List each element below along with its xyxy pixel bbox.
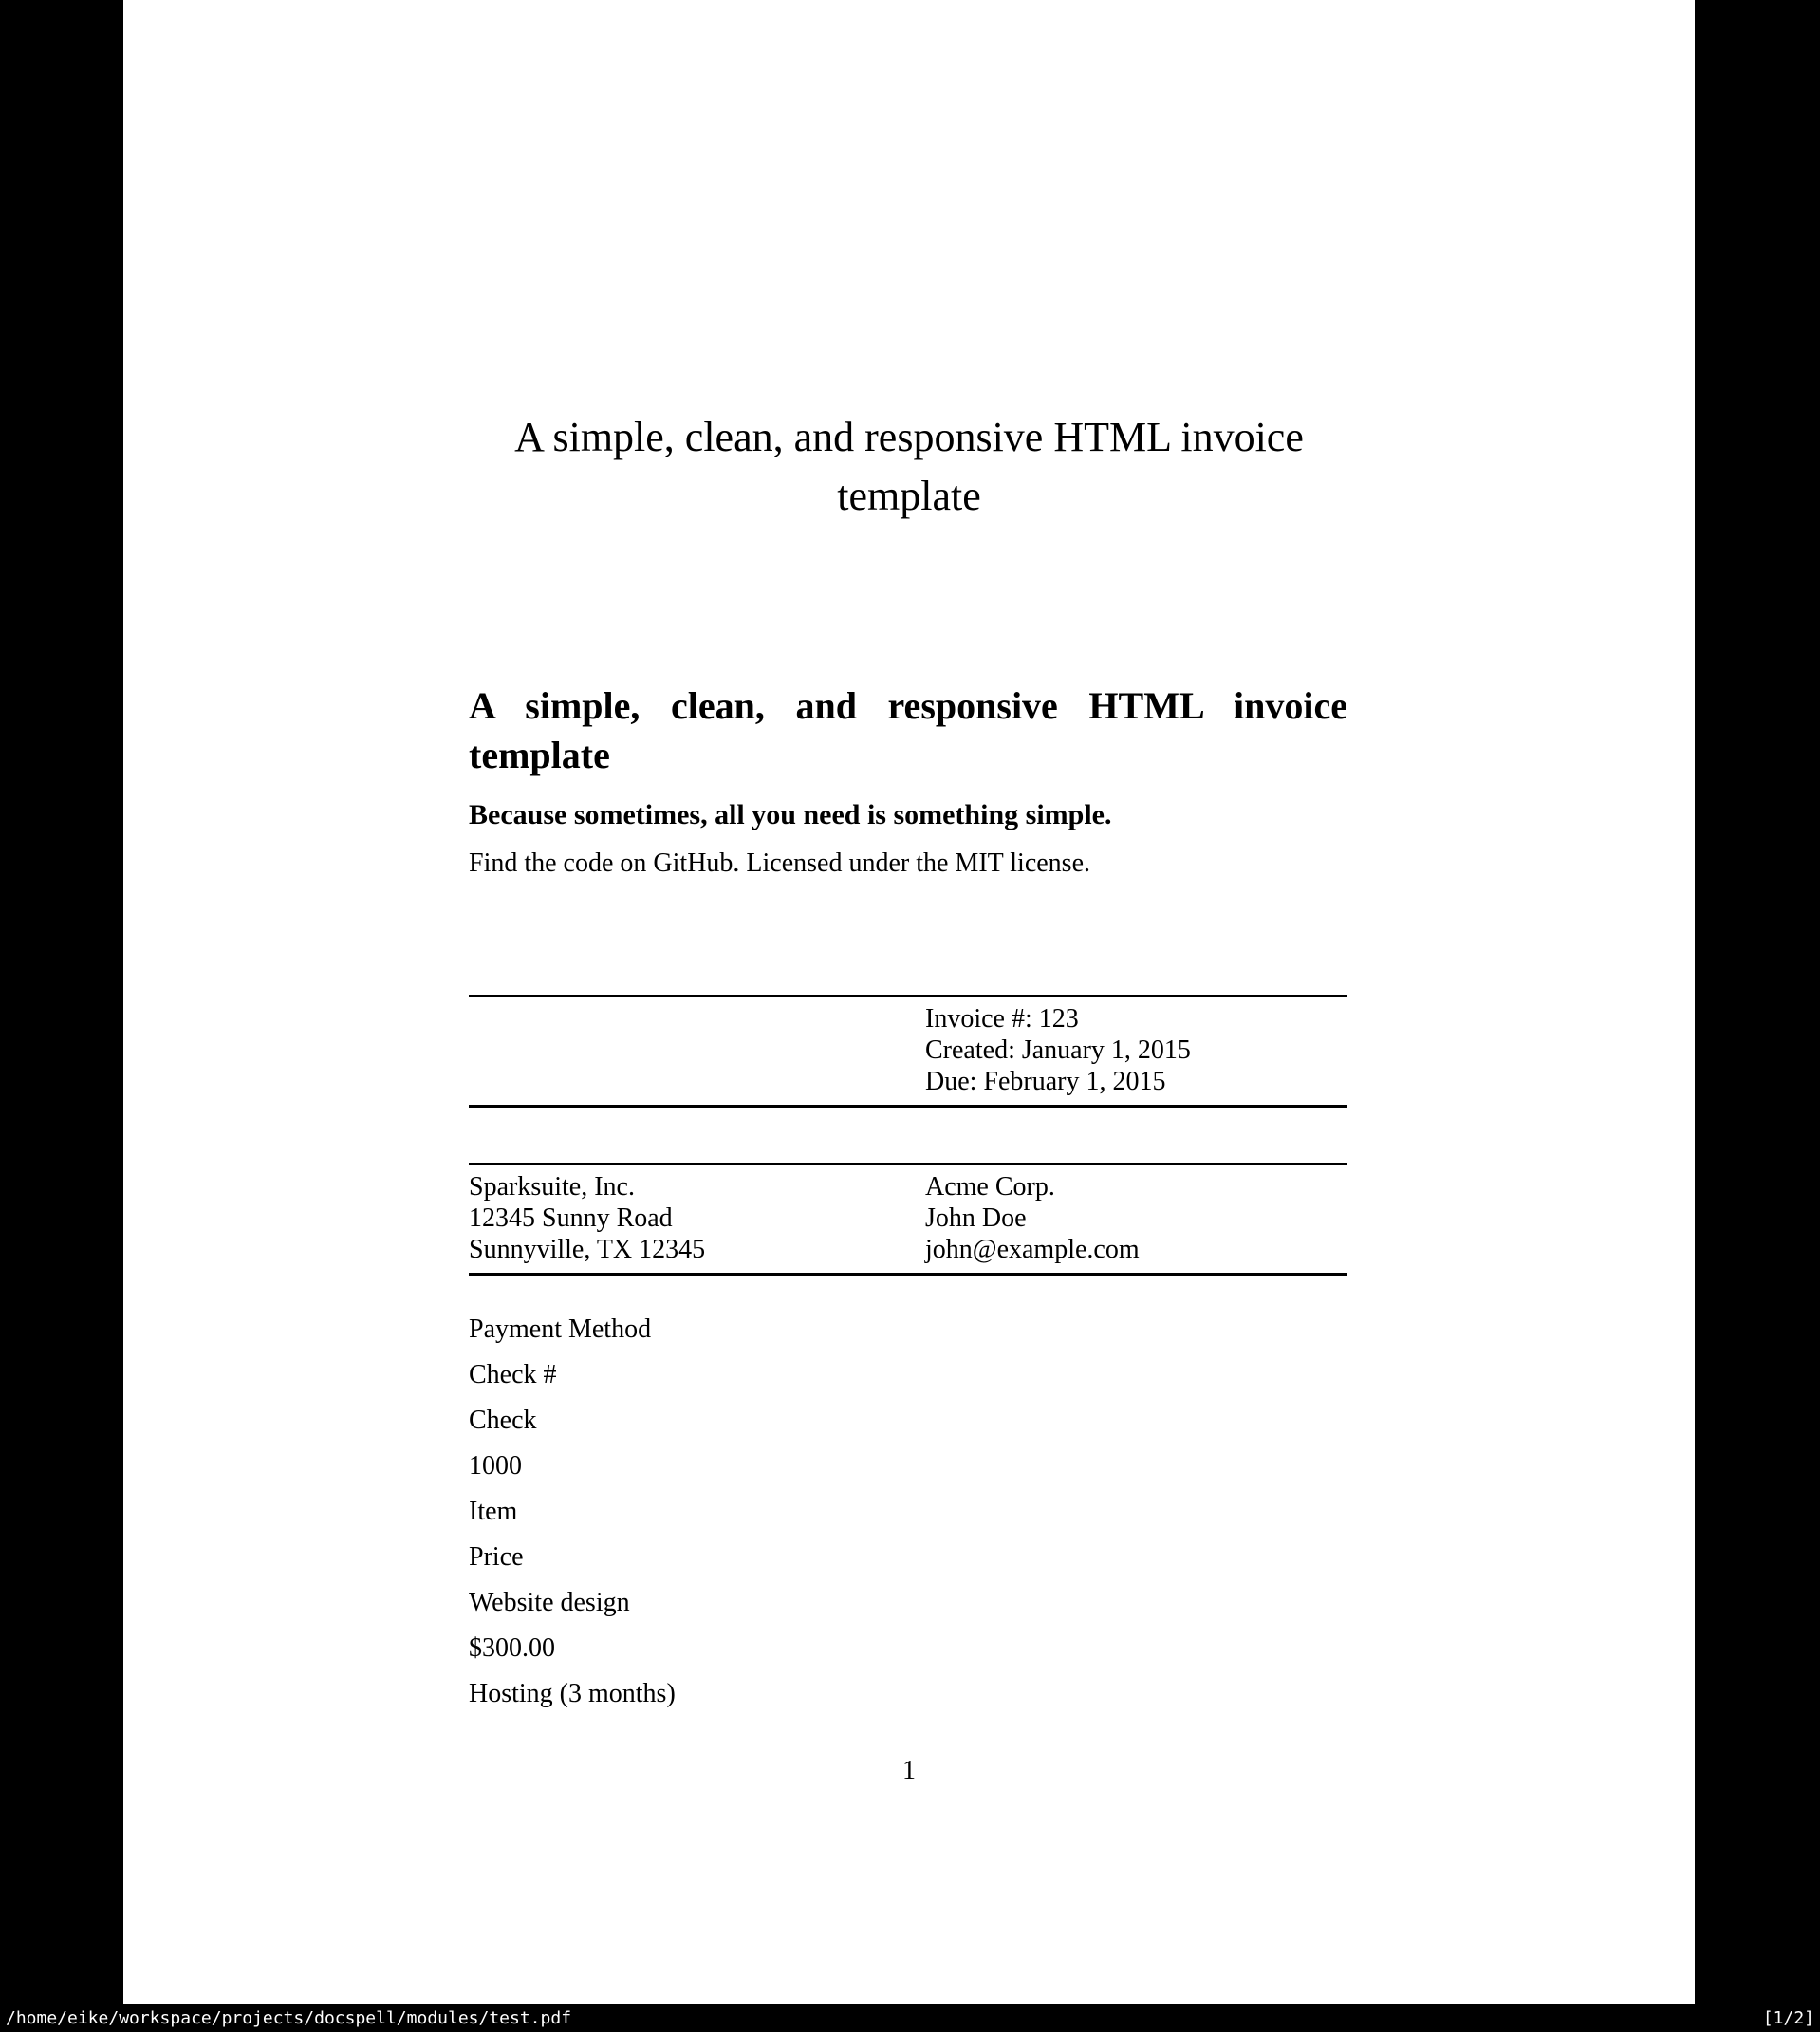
parties-table: [469, 1163, 1347, 1276]
recipient-address: [925, 1171, 1347, 1265]
recipient-company: Acme Corp.: [925, 1172, 1055, 1202]
file-path: /home/eike/workspace/projects/docspell/modules/test.pdf: [6, 2008, 572, 2028]
detail-item-value: Website design: [469, 1588, 630, 1617]
page-indicator: [1/2]: [1762, 2008, 1814, 2028]
detail-item-2-value: Hosting (3 months): [469, 1679, 676, 1708]
sender-city: Sunnyville, TX 12345: [469, 1235, 706, 1264]
detail-check-number-value: 1000: [469, 1451, 522, 1481]
detail-price-value: $300.00: [469, 1633, 555, 1663]
page-number: 1: [902, 1756, 916, 1785]
invoice-meta-column: [925, 1003, 1347, 1097]
invoice-created-line: Created: January 1, 2015: [925, 1035, 1191, 1065]
document-title: A simple, clean, and responsive HTML invoice template: [514, 414, 1304, 519]
sender-company: Sparksuite, Inc.: [469, 1172, 635, 1202]
sender-address: [469, 1171, 925, 1265]
intro-text: Find the code on GitHub. Licensed under the MIT license.: [469, 848, 1090, 878]
subheading: Because sometimes, all you need is something simple.: [469, 799, 1112, 830]
detail-payment-method-label: Payment Method: [469, 1314, 652, 1344]
invoice-number-line: Invoice #: 123: [925, 1004, 1079, 1034]
recipient-name: John Doe: [925, 1203, 1027, 1233]
pdf-page[interactable]: [123, 0, 1695, 2004]
recipient-email: john@example.com: [925, 1235, 1140, 1264]
statusbar: [0, 2004, 1820, 2032]
detail-payment-method-value: Check: [469, 1406, 537, 1435]
invoice-meta-table: [469, 995, 1347, 1108]
invoice-details-list: [469, 1307, 1347, 1717]
section-heading: A simple, clean, and responsive HTML invoice template: [469, 684, 1347, 776]
sender-street: 12345 Sunny Road: [469, 1203, 673, 1233]
detail-item-label: Item: [469, 1497, 518, 1526]
detail-check-number-label: Check #: [469, 1360, 557, 1389]
detail-price-label: Price: [469, 1542, 524, 1572]
invoice-due-line: Due: February 1, 2015: [925, 1067, 1166, 1096]
